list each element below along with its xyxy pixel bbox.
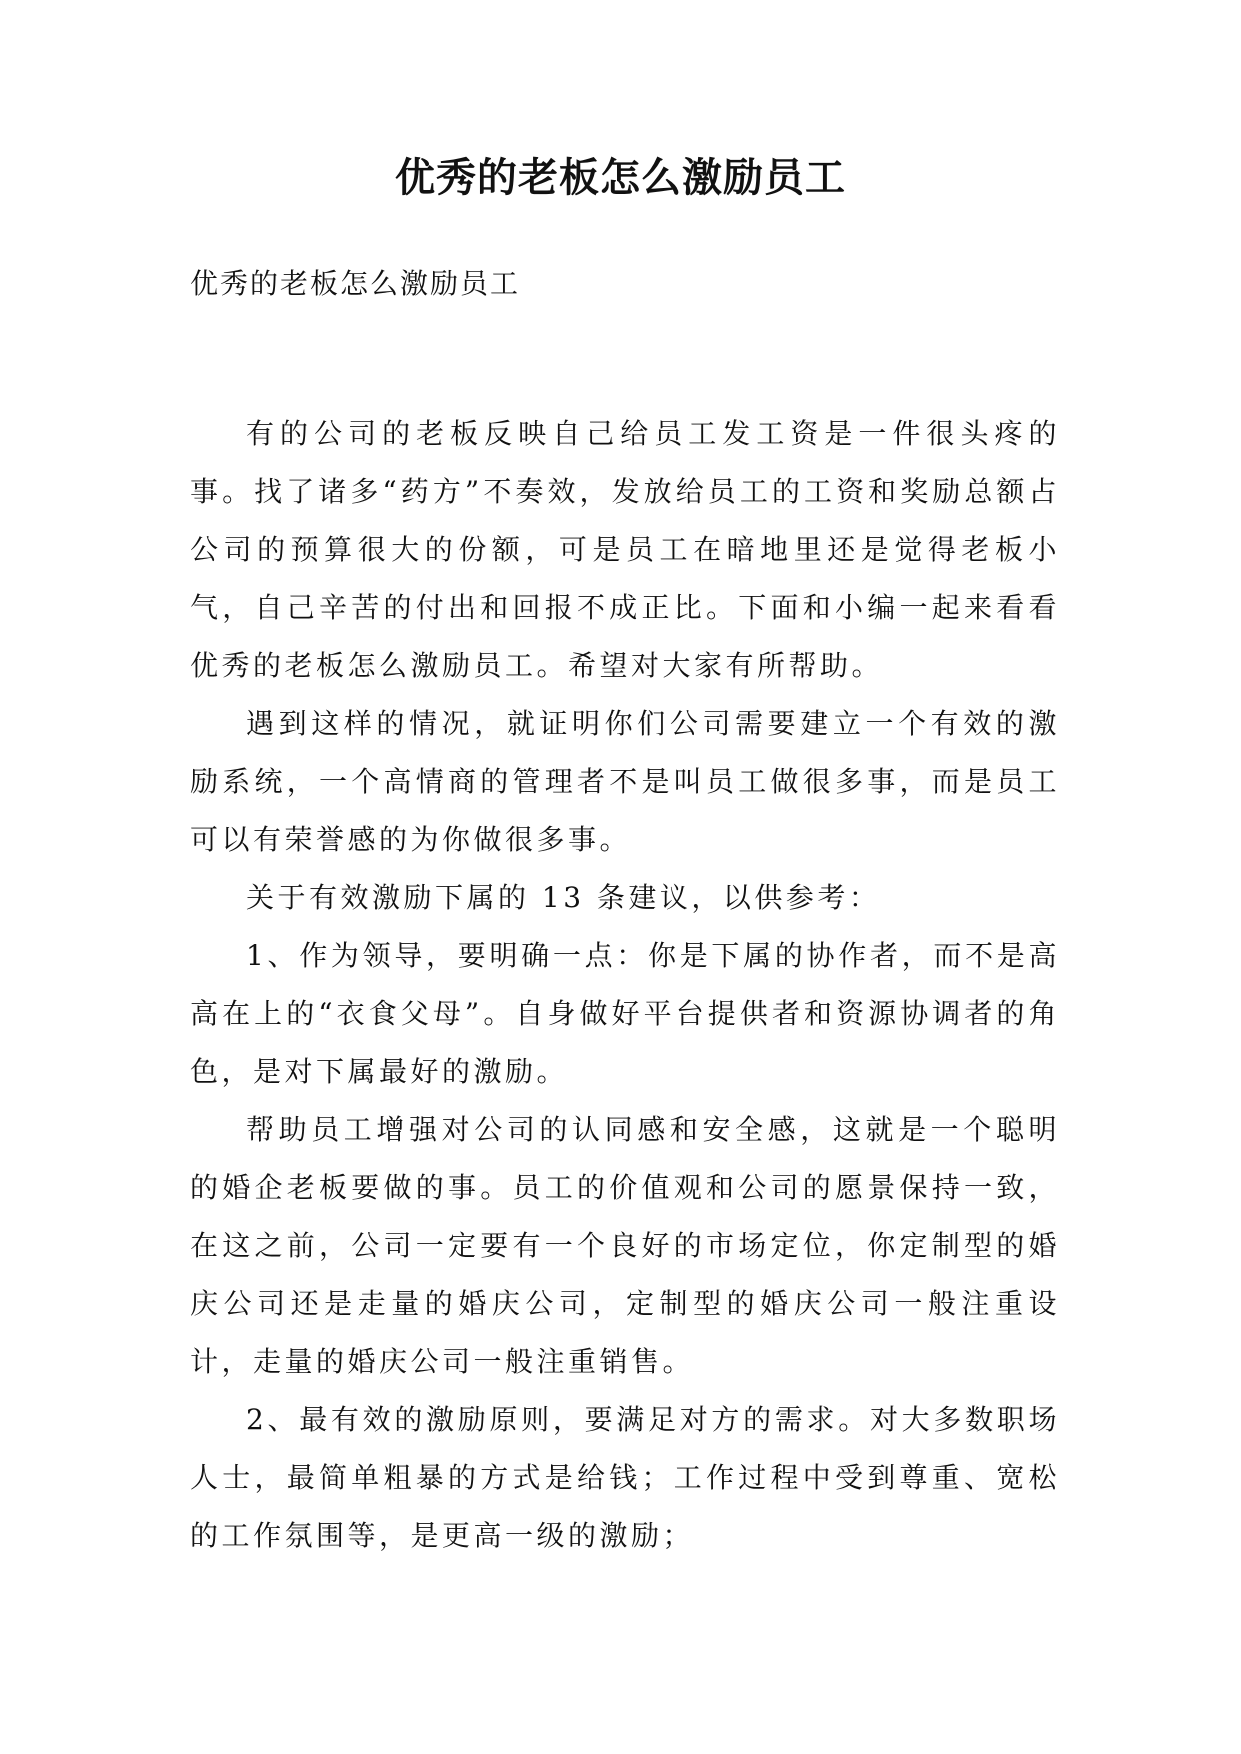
paragraph: 2、最有效的激励原则，要满足对方的需求。对大多数职场人士，最简单粗暴的方式是给钱；工作过程中受到尊重、宽松的工作氛围等，是更高一级的激励； <box>190 1403 1060 1552</box>
document-subtitle: 优秀的老板怎么激励员工 <box>190 267 521 300</box>
document-title: 优秀的老板怎么激励员工 <box>395 154 846 201</box>
paragraph: 有的公司的老板反映自己给员工发工资是一件很头疼的事。找了诸多“药方”不奏效，发放给员工的工资和奖励总额占公司的预算很大的份额，可是员工在暗地里还是觉得老板小气，自己辛苦的付出和回报不成正比。下面和小编一起来看看优秀的老板怎么激励员工。希望对大家有所帮助。 <box>190 417 1060 682</box>
document-body <box>190 405 1060 1565</box>
paragraph: 1、作为领导，要明确一点：你是下属的协作者，而不是高高在上的“衣食父母”。自身做好平台提供者和资源协调者的角色，是对下属最好的激励。 <box>190 939 1060 1088</box>
paragraph: 帮助员工增强对公司的认同感和安全感，这就是一个聪明的婚企老板要做的事。员工的价值观和公司的愿景保持一致，在这之前，公司一定要有一个良好的市场定位，你定制型的婚庆公司还是走量的婚庆公司，定制型的婚庆公司一般注重设计，走量的婚庆公司一般注重销售。 <box>190 1113 1060 1378</box>
paragraph: 关于有效激励下属的 13 条建议，以供参考： <box>246 881 881 914</box>
paragraph: 遇到这样的情况，就证明你们公司需要建立一个有效的激励系统，一个高情商的管理者不是叫员工做很多事，而是员工可以有荣誉感的为你做很多事。 <box>190 707 1060 856</box>
